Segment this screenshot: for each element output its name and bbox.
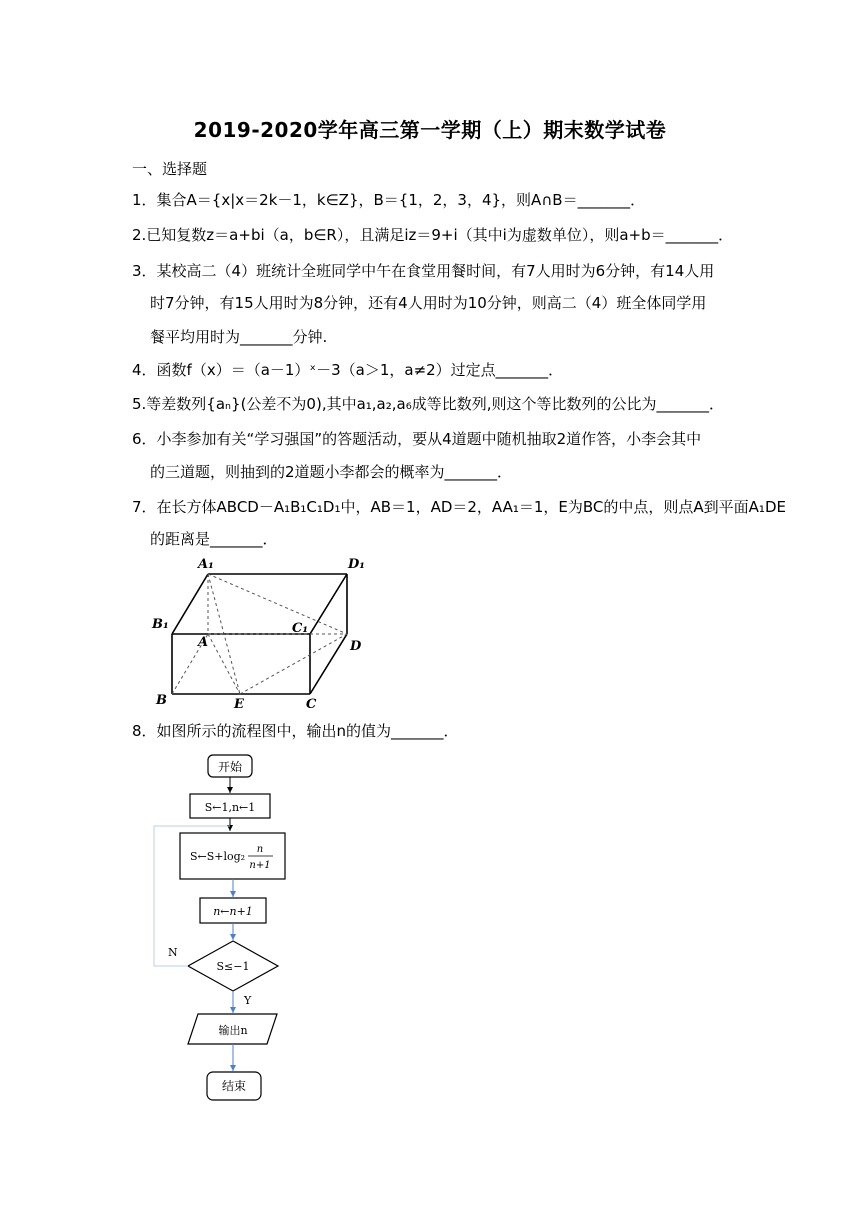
start-label: 开始 <box>217 760 243 774</box>
no-label: N <box>168 946 178 959</box>
label-b1: B₁ <box>152 617 169 632</box>
label-d1: D₁ <box>348 557 365 572</box>
question-7-line-2: 的距离是_______． <box>150 530 278 548</box>
page-title: 2019-2020学年高三第一学期（上）期末数学试卷 <box>193 118 667 142</box>
question-3-line-2: 时7分钟，有15人用时为8分钟，还有4人用时为10分钟，则高二（4）班全体同学用 <box>150 294 707 312</box>
question-1: 1．集合A＝{x|x＝2k－1，k∈Z}，B＝{1，2，3，4}，则A∩B＝_______． <box>132 191 646 209</box>
yes-label: Y <box>244 994 252 1007</box>
condition-label: S≤−1 <box>216 960 250 973</box>
question-8: 8．如图所示的流程图中，输出n的值为_______． <box>132 722 459 740</box>
label-a1: A₁ <box>198 557 214 572</box>
question-3-line-1: 3．某校高二（4）班统计全班同学中午在食堂用餐时间，有7人用时为6分钟，有14人用 <box>132 262 715 280</box>
end-label: 结束 <box>221 1079 247 1093</box>
question-5: 5.等差数列{aₙ}(公差不为0),其中a₁,a₂,a₆成等比数列,则这个等比数列的公比为_______． <box>132 395 725 413</box>
init-label: S←1,n←1 <box>204 801 256 814</box>
update-n-label: n←n+1 <box>213 905 253 918</box>
output-label: 输出n <box>218 1024 248 1037</box>
frac-numerator: n <box>256 844 264 855</box>
section-heading: 一、选择题 <box>132 160 208 178</box>
question-2: 2.已知复数z＝a+bi（a，b∈R），且满足iz＝9+i（其中i为虚数单位），则a+b＝_______． <box>132 226 734 244</box>
question-6-line-1: 6．小李参加有关“学习强国”的答题活动，要从4道题中随机抽取2道作答，小李会其中 <box>132 430 702 448</box>
label-c1: C₁ <box>292 621 309 636</box>
cuboid-figure <box>150 552 370 712</box>
frac-denominator: n+1 <box>249 860 271 871</box>
update-s-label: S←S+log₂ <box>190 850 246 863</box>
label-a: A <box>198 635 209 650</box>
label-b: B <box>156 693 167 708</box>
question-7-line-1: 7．在长方体ABCD－A₁B₁C₁D₁中，AB＝1，AD＝2，AA₁＝1，E为BC的中点，则点A到平面A₁DE <box>132 498 786 516</box>
question-6-line-2: 的三道题，则抽到的2道题小李都会的概率为_______． <box>150 463 513 481</box>
flowchart <box>140 745 320 1110</box>
question-4: 4．函数f（x）＝（a－1）ˣ－3（a＞1，a≠2）过定点_______． <box>132 361 564 379</box>
label-d: D <box>350 639 362 654</box>
question-3-line-3: 餐平均用时为_______分钟. <box>150 328 328 346</box>
label-c: C <box>306 697 317 712</box>
label-e: E <box>234 697 244 712</box>
